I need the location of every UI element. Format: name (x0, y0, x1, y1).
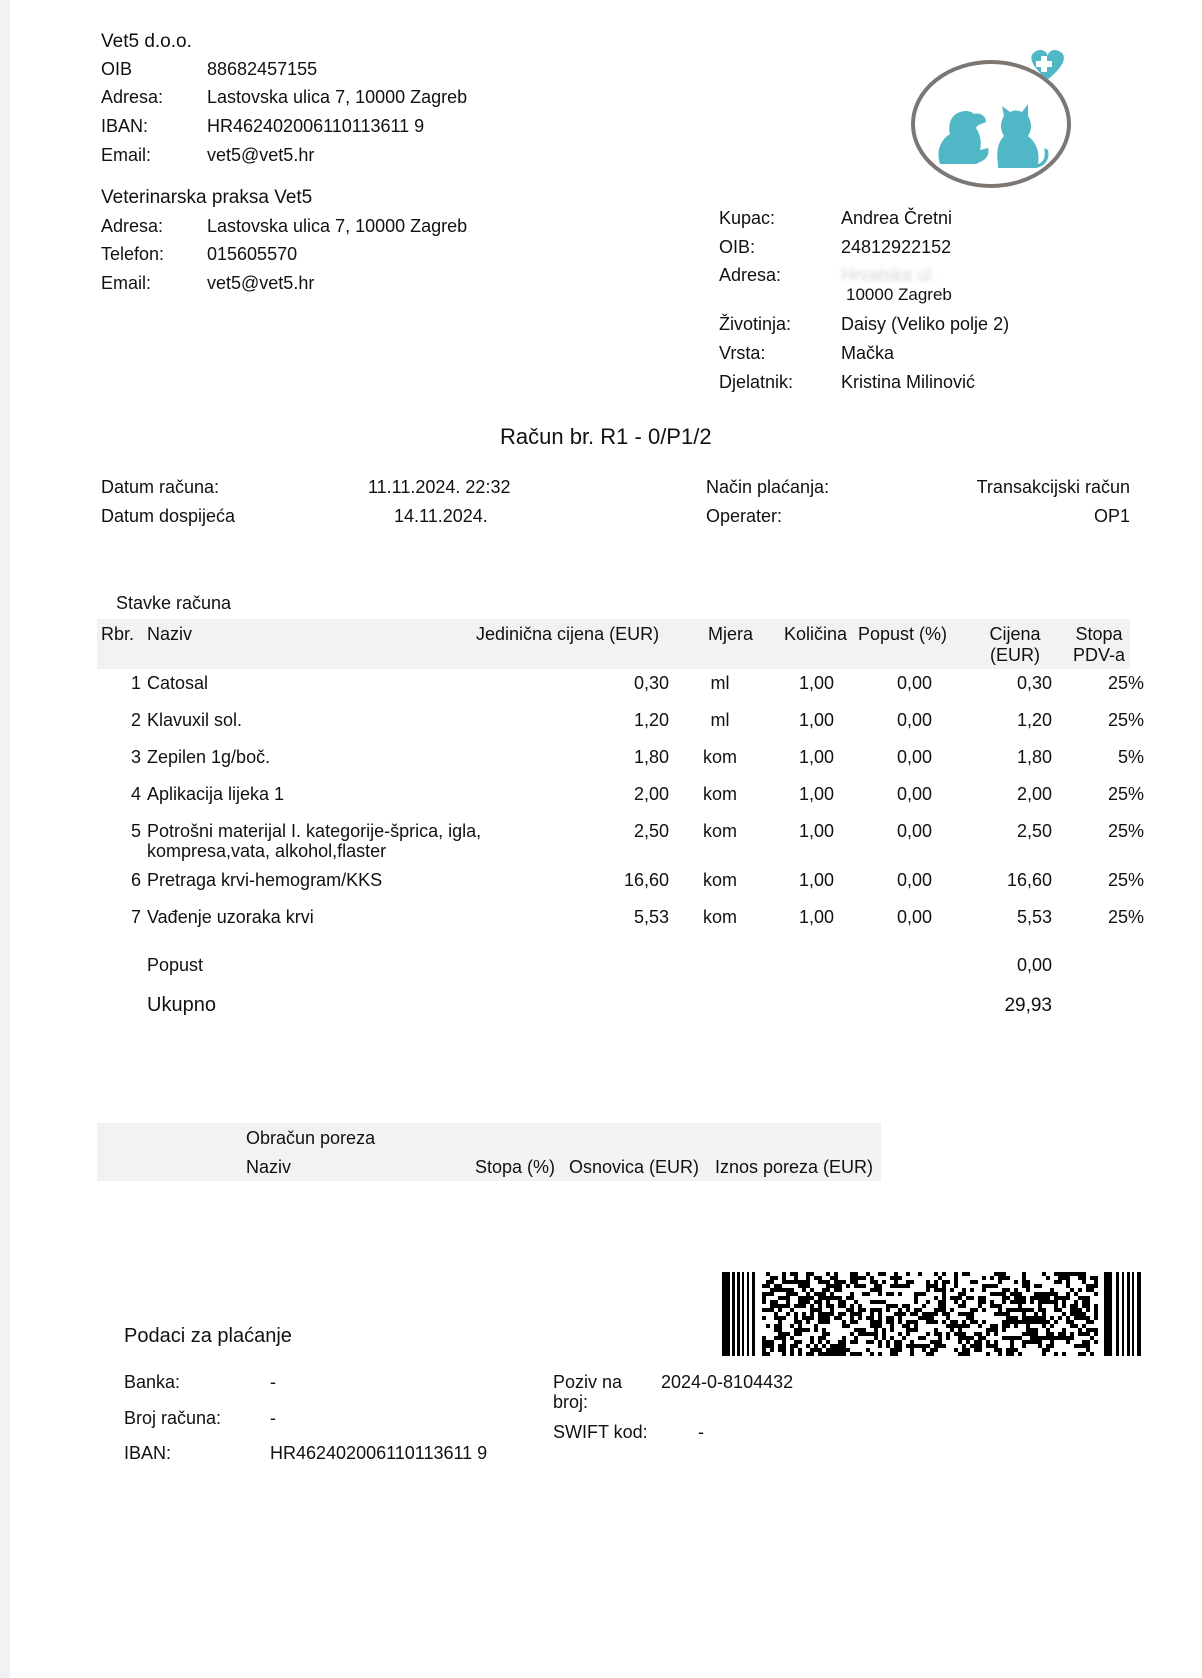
row-unit: kom (702, 747, 737, 767)
payment-account: - (270, 1408, 276, 1428)
row-price: 1,80 (1016, 747, 1052, 767)
practice-address: Lastovska ulica 7, 10000 Zagreb (207, 216, 468, 236)
invoice-due: 14.11.2024. (394, 506, 488, 526)
payment-iban-label: IBAN: (124, 1443, 172, 1463)
payment-swift: - (698, 1422, 704, 1442)
company-name: Vet5 d.o.o. (101, 31, 192, 52)
row-discount: 0,00 (896, 784, 932, 804)
table-row (10, 784, 1202, 821)
row-unit: kom (702, 907, 737, 927)
customer-buyer: Andrea Čretni (841, 208, 953, 228)
row-vat: 25% (1107, 907, 1144, 927)
table-row (10, 747, 1202, 784)
col-vat-line2: PDV-a (1072, 645, 1126, 665)
practice-phone: 015605570 (207, 244, 298, 264)
row-discount: 0,00 (896, 870, 932, 890)
col-price-line2: (EUR) (990, 645, 1040, 665)
row-discount: 0,00 (896, 747, 932, 767)
company-address: Lastovska ulica 7, 10000 Zagreb (207, 87, 468, 107)
payment-reference: 2024-0-8104432 (661, 1372, 794, 1392)
row-name: Pretraga krvi-hemogram/KKS (147, 870, 383, 890)
operator-label: Operater: (706, 506, 783, 526)
invoice-due-label: Datum dospijeća (101, 506, 236, 526)
row-name-continued: kompresa,vata, alkohol,flaster (147, 841, 387, 861)
payment-account-label: Broj računa: (124, 1408, 222, 1428)
row-unit: kom (702, 821, 737, 841)
company-email-label: Email: (101, 145, 152, 165)
table-row (10, 870, 1202, 907)
table-row (10, 710, 1202, 747)
row-vat: 25% (1107, 784, 1144, 804)
customer-address-line1: Hrvatska ul. (841, 265, 937, 285)
payment-iban: HR462402006110113611 9 (270, 1443, 488, 1463)
customer-species: Mačka (841, 343, 895, 363)
row-unit-price: 2,50 (633, 821, 669, 841)
operator: OP1 (1093, 506, 1130, 526)
company-address-label: Adresa: (101, 87, 164, 107)
customer-oib: 24812922152 (841, 237, 952, 257)
row-vat: 25% (1107, 673, 1144, 693)
row-qty: 1,00 (798, 673, 834, 693)
row-unit-price: 16,60 (623, 870, 669, 890)
company-iban-label: IBAN: (101, 116, 149, 136)
row-price: 2,00 (1016, 784, 1052, 804)
customer-oib-label: OIB: (719, 237, 756, 257)
row-vat: 25% (1107, 710, 1144, 730)
payment-swift-label: SWIFT kod: (553, 1422, 648, 1442)
row-qty: 1,00 (798, 710, 834, 730)
col-discount: Popust (%) (858, 624, 948, 644)
row-unit-price: 5,53 (633, 907, 669, 927)
row-name: Klavuxil sol. (147, 710, 243, 730)
grand-total: 29,93 (1004, 995, 1052, 1016)
practice-phone-label: Telefon: (101, 244, 165, 264)
tax-col-name: Naziv (246, 1157, 292, 1177)
grand-total-label: Ukupno (147, 994, 216, 1016)
col-qty: Količina (784, 624, 848, 644)
row-unit: ml (710, 673, 730, 693)
table-row (10, 907, 1202, 944)
customer-buyer-label: Kupac: (719, 208, 776, 228)
col-naziv: Naziv (147, 624, 193, 644)
customer-address-line2: 10000 Zagreb (846, 285, 952, 304)
row-vat: 5% (1117, 747, 1144, 767)
row-qty: 1,00 (798, 821, 834, 841)
row-rbr: 2 (130, 710, 141, 730)
table-row (10, 673, 1202, 710)
col-price-line1: Cijena (989, 624, 1041, 644)
practice-email-label: Email: (101, 273, 152, 293)
invoice-title: Račun br. R1 - 0/P1/2 (500, 424, 712, 449)
practice-address-label: Adresa: (101, 216, 164, 236)
row-rbr: 3 (130, 747, 141, 767)
payment-reference-label-line2: broj: (553, 1392, 589, 1412)
row-unit: kom (702, 784, 737, 804)
items-table-body (10, 673, 1202, 944)
payment-title: Podaci za plaćanje (124, 1325, 292, 1347)
company-oib: 88682457155 (207, 59, 318, 79)
col-rbr: Rbr. (101, 624, 135, 644)
row-price: 5,53 (1016, 907, 1052, 927)
payment-bank-label: Banka: (124, 1372, 181, 1392)
row-price: 16,60 (1006, 870, 1052, 890)
tax-title: Obračun poreza (246, 1128, 376, 1148)
row-name: Potrošni materijal I. kategorije-šprica, igla, (147, 821, 482, 841)
tax-col-rate: Stopa (%) (475, 1157, 556, 1177)
row-name: Aplikacija lijeka 1 (147, 784, 285, 804)
row-qty: 1,00 (798, 784, 834, 804)
row-rbr: 7 (130, 907, 141, 927)
payment-barcode-icon (722, 1272, 1142, 1356)
row-rbr: 6 (130, 870, 141, 890)
discount-total-label: Popust (147, 955, 204, 975)
invoice-date-label: Datum računa: (101, 477, 220, 497)
practice-name: Veterinarska praksa Vet5 (101, 187, 313, 208)
practice-email: vet5@vet5.hr (207, 273, 315, 293)
tax-col-base: Osnovica (EUR) (569, 1157, 700, 1177)
invoice-page (10, 0, 1202, 1678)
customer-address-label: Adresa: (719, 265, 782, 285)
table-row (10, 821, 1202, 870)
company-email: vet5@vet5.hr (207, 145, 315, 165)
row-price: 0,30 (1016, 673, 1052, 693)
company-iban: HR462402006110113611 9 (207, 116, 425, 136)
invoice-date: 11.11.2024. 22:32 (368, 477, 511, 497)
customer-animal: Daisy (Veliko polje 2) (841, 314, 1010, 334)
row-rbr: 5 (130, 821, 141, 841)
row-vat: 25% (1107, 821, 1144, 841)
discount-total: 0,00 (1016, 955, 1052, 975)
row-vat: 25% (1107, 870, 1144, 890)
vet-logo-icon (910, 44, 1092, 194)
row-discount: 0,00 (896, 673, 932, 693)
row-unit-price: 1,20 (633, 710, 669, 730)
row-unit: kom (702, 870, 737, 890)
row-qty: 1,00 (798, 907, 834, 927)
payment-reference-label-line1: Poziv na (553, 1372, 623, 1392)
row-unit-price: 1,80 (633, 747, 669, 767)
row-qty: 1,00 (798, 747, 834, 767)
row-rbr: 4 (130, 784, 141, 804)
payment-method-label: Način plaćanja: (706, 477, 830, 497)
tax-col-amount: Iznos poreza (EUR) (715, 1157, 874, 1177)
row-qty: 1,00 (798, 870, 834, 890)
row-name: Vađenje uzoraka krvi (147, 907, 314, 927)
customer-species-label: Vrsta: (719, 343, 766, 363)
customer-animal-label: Životinja: (719, 314, 792, 334)
row-price: 2,50 (1016, 821, 1052, 841)
payment-bank: - (270, 1372, 276, 1392)
items-section-title: Stavke računa (116, 593, 232, 613)
row-unit: ml (710, 710, 730, 730)
row-name: Catosal (147, 673, 209, 693)
company-oib-label: OIB (101, 59, 133, 79)
payment-method: Transakcijski račun (976, 477, 1130, 497)
row-unit-price: 0,30 (633, 673, 669, 693)
row-unit-price: 2,00 (633, 784, 669, 804)
row-discount: 0,00 (896, 821, 932, 841)
row-rbr: 1 (130, 673, 141, 693)
customer-employee: Kristina Milinović (841, 372, 976, 392)
row-name: Zepilen 1g/boč. (147, 747, 271, 767)
row-discount: 0,00 (896, 710, 932, 730)
row-discount: 0,00 (896, 907, 932, 927)
customer-employee-label: Djelatnik: (719, 372, 794, 392)
col-unit-price: Jedinična cijena (EUR) (476, 624, 660, 644)
col-unit: Mjera (708, 624, 754, 644)
row-price: 1,20 (1016, 710, 1052, 730)
col-vat-line1: Stopa (1075, 624, 1123, 644)
